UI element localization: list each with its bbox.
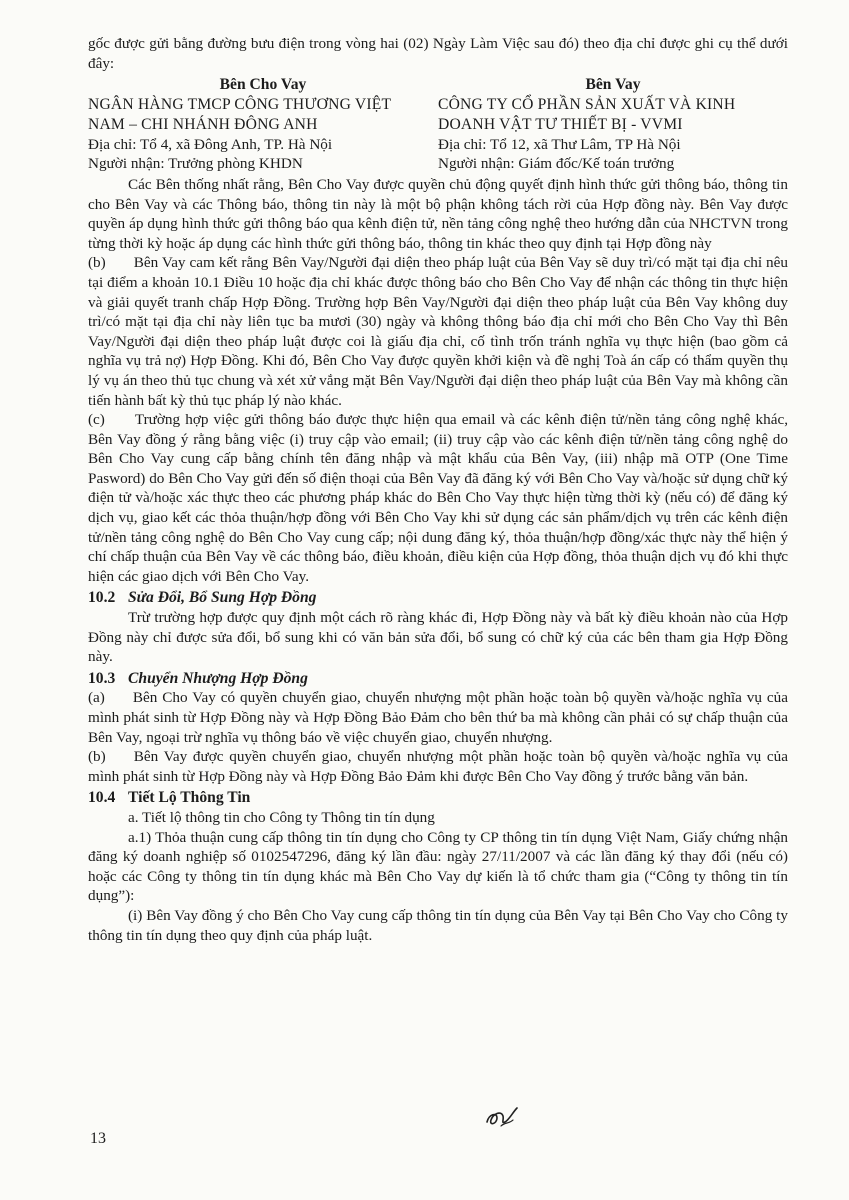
section-title: Sửa Đổi, Bổ Sung Hợp Đồng [128, 589, 317, 607]
item-a-text: Bên Cho Vay có quyền chuyển giao, chuyển nhượng một phần hoặc toàn bộ quyền và/hoặc nghĩa vụ của mình phát sinh từ Hợp Đồng này và Hợp Đồng Bảo Đảm cho bên thứ ba mà không cần phải có sự chấp thuận của Bên Vay, ngoại trừ nghĩa vụ thông báo về việc chuyển giao, chuyển nhượng. [88, 689, 788, 746]
item-b-text: Bên Vay được quyền chuyển giao, chuyển nhượng một phần hoặc toàn bộ quyền và/hoặc nghĩa vụ của mình phát sinh từ Hợp Đồng này và Hợp Đồng Bảo Đảm khi được Bên Cho Vay đồng ý trước bằng văn bản. [88, 748, 788, 785]
section-10-4-a: a. Tiết lộ thông tin cho Công ty Thông tin tín dụng [128, 808, 435, 826]
section-10-3-item-b [88, 747, 788, 786]
initials-signature [483, 1104, 521, 1132]
borrower-recipient: Người nhận: Giám đốc/Kế toán trưởng [438, 155, 675, 173]
section-number: 10.3 [88, 669, 116, 687]
page-number: 13 [90, 1130, 106, 1147]
agreement-paragraph: Các Bên thống nhất rằng, Bên Cho Vay được quyền chủ động quyết định hình thức gửi thông báo, thông tin cho Bên Vay và các Thông báo, thông tin này là một bộ phận không tách rời của Hợp đồng này. Bên Vay được quyền áp dụng hình thức gửi thông báo qua kênh điện tử, nền tảng công nghệ theo hướng dẫn của NHCTVN trong từng thời kỳ hoặc áp dụng các hình thức gửi thông báo, thông tin khác theo quy định tại Hợp đồng này [88, 175, 788, 252]
item-b [88, 253, 788, 410]
item-b-text: Bên Vay cam kết rằng Bên Vay/Người đại diện theo pháp luật của Bên Vay sẽ duy trì/có mặt tại địa chỉ nêu tại điểm a khoản 10.1 Điều 10 hoặc địa chỉ khác được thông báo cho Bên Cho Vay để nhận các thông tin thực hiện và giải quyết tranh chấp Hợp Đồng. Trường hợp Bên Vay/Người đại diện theo pháp luật của Bên Vay không duy trì/có mặt tại địa chỉ này liên tục ba mươi (30) ngày và không thông báo địa chỉ mới cho Bên Cho Vay thì Bên Vay/Người đại diện theo pháp luật được coi là giấu địa chỉ, cố tình trốn tránh nghĩa vụ thực hiện (bao gồm cả nghĩa vụ trả nợ) Hợp Đồng. Khi đó, Bên Cho Vay được quyền khởi kiện và đề nghị Toà án cấp có thẩm quyền thụ lý vụ án theo thủ tục chung và xét xử vắng mặt Bên Vay/Người đại diện theo pháp luật của Bên Vay mà không cần tiến hành bất kỳ thủ tục pháp lý nào khác. [88, 254, 788, 409]
section-10-4-heading [88, 788, 788, 808]
borrower-address [438, 75, 788, 174]
lender-org-line1: NGÂN HÀNG TMCP CÔNG THƯƠNG VIỆT [88, 95, 392, 113]
lender-heading: Bên Cho Vay [219, 76, 307, 94]
borrower-org-line1: CÔNG TY CỔ PHẦN SẢN XUẤT VÀ KINH [438, 95, 736, 113]
section-10-2-heading [88, 588, 788, 608]
contract-page [88, 34, 788, 945]
section-title: Chuyển Nhượng Hợp Đồng [128, 669, 308, 687]
section-10-3-item-a [88, 688, 788, 747]
lender-address [88, 75, 438, 174]
section-10-4-a1: a.1) Thỏa thuận cung cấp thông tin tín dụng cho Công ty CP thông tin tín dụng Việt Nam, Giấy chứng nhận đăng ký doanh nghiệp số 0102547296, đăng ký lần đầu: ngày 27/11/2007 và các lần đăng ký thay đổi (nếu có) hoặc các Công ty thông tin tín dụng khác mà Bên Cho Vay dự kiến là tổ chức tham gia (“Công ty thông tin tín dụng”): [88, 828, 788, 905]
item-b-marker: (b) [88, 748, 106, 766]
section-title: Tiết Lộ Thông Tin [128, 789, 251, 807]
item-c-marker: (c) [88, 411, 105, 429]
lender-org-line2: NAM – CHI NHÁNH ĐÔNG ANH [88, 115, 318, 133]
borrower-heading: Bên Vay [585, 76, 641, 94]
lender-address-line: Địa chỉ: Tổ 4, xã Đông Anh, TP. Hà Nội [88, 135, 333, 153]
borrower-org-line2: DOANH VẬT TƯ THIẾT BỊ - VVMI [438, 115, 683, 133]
section-10-4-i: (i) Bên Vay đồng ý cho Bên Cho Vay cung cấp thông tin tín dụng của Bên Vay tại Bên Cho Vay cho Công ty thông tin tín dụng theo quy định của pháp luật. [88, 906, 788, 944]
lender-recipient: Người nhận: Trưởng phòng KHDN [88, 155, 303, 173]
section-10-3-heading [88, 669, 788, 689]
address-block [88, 75, 788, 174]
section-number: 10.2 [88, 589, 116, 607]
item-a-marker: (a) [88, 689, 105, 707]
intro-paragraph: gốc được gửi bằng đường bưu điện trong vòng hai (02) Ngày Làm Việc sau đó) theo địa chỉ được ghi cụ thể dưới đây: [88, 35, 788, 72]
item-b-marker: (b) [88, 254, 106, 272]
section-10-2-text: Trừ trường hợp được quy định một cách rõ ràng khác đi, Hợp Đồng này và bất kỳ điều khoản nào của Hợp Đồng này chỉ được sửa đổi, bổ sung khi có văn bản sửa đổi, bổ sung có chữ ký của các bên tham gia Hợp Đồng này. [88, 609, 788, 666]
borrower-address-line: Địa chỉ: Tổ 12, xã Thư Lâm, TP Hà Nội [438, 135, 681, 153]
item-c [88, 410, 788, 586]
section-number: 10.4 [88, 789, 116, 807]
item-c-text: Trường hợp việc gửi thông báo được thực hiện qua email và các kênh điện tử/nền tảng công nghệ khác, Bên Vay đồng ý rằng bằng việc (i) truy cập vào email; (ii) truy cập vào các kênh điện tử/nền tảng công nghệ do Bên Cho Vay cung cấp bằng chính tên đăng nhập và mật khẩu của Bên Vay, (iii) nhập mã OTP (One Time Pasword) do Bên Cho Vay gửi đến số điện thoại của Bên Vay đã đăng ký với Bên Cho Vay và/hoặc sử dụng chữ ký điện tử và/hoặc xác thực theo các phương pháp khác do Bên Cho Vay thực hiện từng thời kỳ (nếu có) để đăng ký dịch vụ, giao kết các thỏa thuận/hợp đồng với Bên Cho Vay khi sử dụng các sản phẩm/dịch vụ trên các kênh điện tử/nền tảng công nghệ do Bên Cho Vay cung cấp; nội dung đăng ký, thỏa thuận/hợp đồng/xác thực này thể hiện ý chí chấp thuận của Bên Vay về các thông báo, điều khoản, điều kiện của Hợp đồng, thỏa thuận dịch vụ đó khi thực hiện các giao dịch với Bên Cho Vay. [88, 411, 788, 585]
